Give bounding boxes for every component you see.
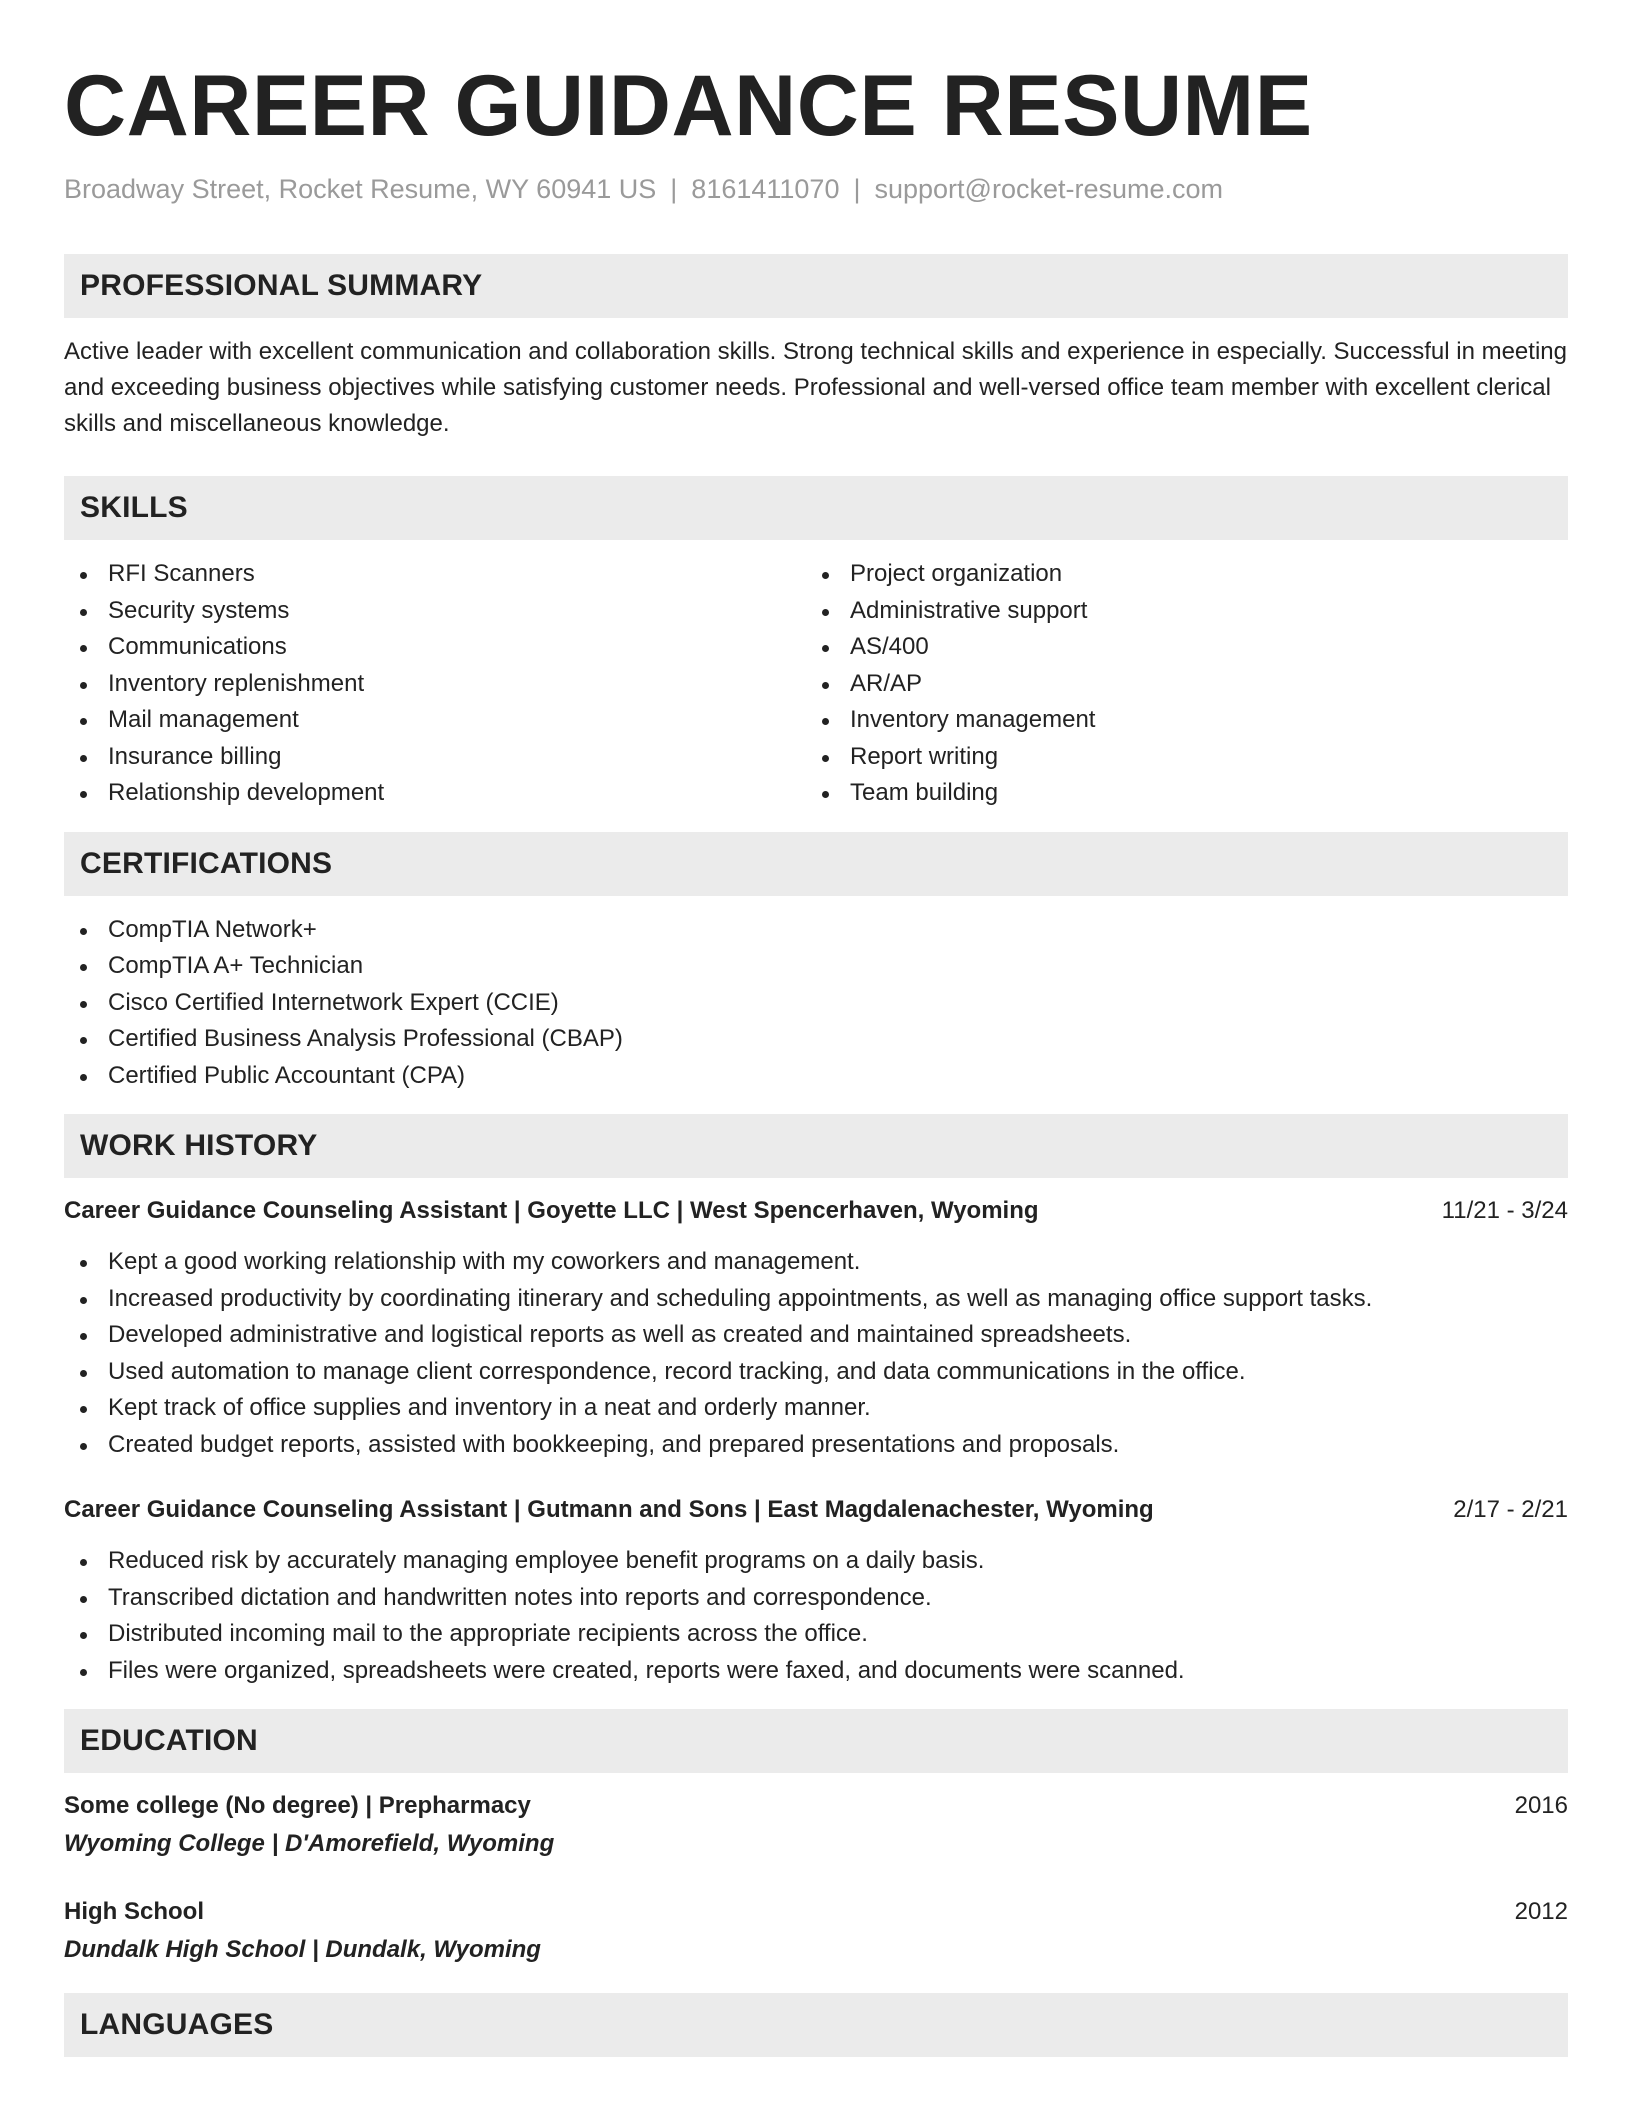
- job-duty: Distributed incoming mail to the appropriate recipients across the office.: [64, 1616, 1568, 1653]
- job-duty: Developed administrative and logistical reports as well as created and maintained spreadsheets.: [64, 1317, 1568, 1354]
- skills-columns: [64, 540, 1568, 812]
- certification-item: Certified Public Accountant (CPA): [64, 1058, 1568, 1095]
- contact-line: [64, 172, 1568, 206]
- job-duty: Used automation to manage client correspondence, record tracking, and data communications in the office.: [64, 1354, 1568, 1391]
- job-duty: Files were organized, spreadsheets were created, reports were faxed, and documents were scanned.: [64, 1653, 1568, 1690]
- education-degree: Some college (No degree) | Prepharmacy: [64, 1792, 531, 1819]
- education-heading: EDUCATION: [64, 1709, 1568, 1773]
- skill-item: Project organization: [806, 556, 1548, 593]
- skill-item: AR/AP: [806, 666, 1548, 703]
- job-duty: Kept track of office supplies and inventory in a neat and orderly manner.: [64, 1390, 1568, 1427]
- job-header: [64, 1493, 1568, 1527]
- contact-address: Broadway Street, Rocket Resume, WY 60941 US: [64, 174, 657, 204]
- job-duty: Reduced risk by accurately managing employee benefit programs on a daily basis.: [64, 1543, 1568, 1580]
- skill-item: Report writing: [806, 739, 1548, 776]
- skill-item: Insurance billing: [64, 739, 806, 776]
- skill-item: Security systems: [64, 593, 806, 630]
- skill-item: Administrative support: [806, 593, 1548, 630]
- certification-item: CompTIA Network+: [64, 912, 1568, 949]
- skill-item: Team building: [806, 775, 1548, 812]
- skills-heading: SKILLS: [64, 476, 1568, 540]
- job-duty: Increased productivity by coordinating itinerary and scheduling appointments, as well as managing office support tasks.: [64, 1281, 1568, 1318]
- education-entry: [64, 1895, 1568, 1967]
- job-duties: [64, 1244, 1568, 1463]
- skills-list-right: [806, 556, 1548, 812]
- languages-heading: LANGUAGES: [64, 1993, 1568, 2057]
- resume-page: [64, 58, 1568, 2057]
- education-school: Wyoming College | D'Amorefield, Wyoming: [64, 1830, 555, 1857]
- education-year: 2012: [1514, 1898, 1568, 1925]
- education-year: 2016: [1514, 1792, 1568, 1819]
- skill-item: Relationship development: [64, 775, 806, 812]
- skill-item: AS/400: [806, 629, 1548, 666]
- skill-item: RFI Scanners: [64, 556, 806, 593]
- certification-item: CompTIA A+ Technician: [64, 948, 1568, 985]
- job-duty: Created budget reports, assisted with bookkeeping, and prepared presentations and proposals.: [64, 1427, 1568, 1464]
- job-entry: [64, 1194, 1568, 1463]
- summary-text: Active leader with excellent communication and collaboration skills. Strong technical skills and experience in especially. Successful in meeting and exceeding business objectives while satisfying customer needs. Professional and well-versed office team member with excellent clerical skills and miscellaneous knowledge.: [64, 338, 1567, 437]
- job-dates: 11/21 - 3/24: [1441, 1197, 1568, 1224]
- certifications-list: [64, 912, 1568, 1095]
- job-entry: [64, 1493, 1568, 1689]
- summary-heading: PROFESSIONAL SUMMARY: [64, 254, 1568, 318]
- certifications-heading: CERTIFICATIONS: [64, 832, 1568, 896]
- work-heading: WORK HISTORY: [64, 1114, 1568, 1178]
- skills-list-left: [64, 556, 806, 812]
- education-header: [64, 1789, 1568, 1823]
- contact-separator: |: [853, 174, 861, 204]
- education-school: Dundalk High School | Dundalk, Wyoming: [64, 1936, 541, 1963]
- job-duty: Kept a good working relationship with my coworkers and management.: [64, 1244, 1568, 1281]
- resume-title: CAREER GUIDANCE RESUME: [64, 58, 1313, 154]
- certification-item: Certified Business Analysis Professional (CBAP): [64, 1021, 1568, 1058]
- education-entry: [64, 1789, 1568, 1861]
- job-dates: 2/17 - 2/21: [1453, 1496, 1568, 1523]
- skill-item: Inventory replenishment: [64, 666, 806, 703]
- certification-item: Cisco Certified Internetwork Expert (CCIE): [64, 985, 1568, 1022]
- job-header: [64, 1194, 1568, 1228]
- job-title: Career Guidance Counseling Assistant | Gutmann and Sons | East Magdalenachester, Wyoming: [64, 1496, 1154, 1523]
- education-header: [64, 1895, 1568, 1929]
- skill-item: Inventory management: [806, 702, 1548, 739]
- skill-item: Mail management: [64, 702, 806, 739]
- contact-phone: 8161411070: [691, 174, 840, 204]
- job-duties: [64, 1543, 1568, 1689]
- skill-item: Communications: [64, 629, 806, 666]
- contact-separator: |: [670, 174, 678, 204]
- education-degree: High School: [64, 1898, 204, 1925]
- job-title: Career Guidance Counseling Assistant | Goyette LLC | West Spencerhaven, Wyoming: [64, 1197, 1039, 1224]
- job-duty: Transcribed dictation and handwritten notes into reports and correspondence.: [64, 1580, 1568, 1617]
- contact-email: support@rocket-resume.com: [874, 174, 1224, 204]
